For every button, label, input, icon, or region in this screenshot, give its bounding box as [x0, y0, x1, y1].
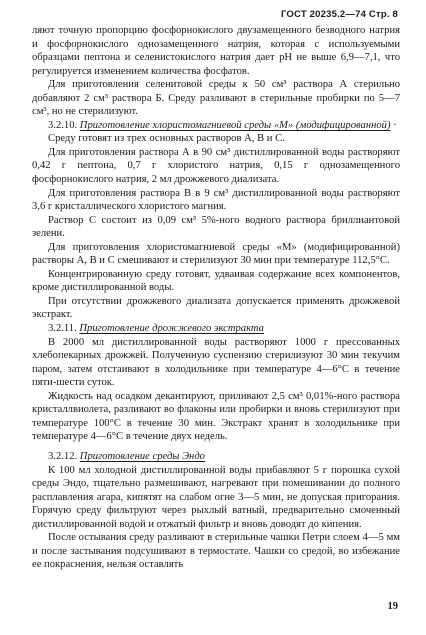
paragraph-4: Среду готовят из трех основных растворов А, В и С. [48, 133, 285, 145]
section-heading-3-2-11 [32, 322, 400, 336]
paragraph-16: После остывания среду разливают в стерильные чашки Петри слоем 4—5 мм и после застывания подсушивают в термостате. Чашки со средой, во избежание ее покраснения, нельзя оставлять [32, 532, 400, 571]
page-number: 19 [387, 601, 398, 612]
section-title: Приготовление дрожжевого экстракта [79, 323, 264, 335]
paragraph-2: Для приготовления селенитовой среды к 50 см³ раствора А стерильно добавляют 2 см³ раствора Б. Среду разливают в стерильные пробирки по 5—7 см³, но не стерилизуют. [32, 79, 400, 118]
section-number: 3.2.12. [48, 450, 78, 462]
paragraph-8: Для приготовления хлористомагниевой среды «М» (модифицированной) растворы А, В и С смешивают и стерилизуют 30 мин при температуре 112,5°С. [32, 241, 400, 267]
page-header: ГОСТ 20235.2—74 Стр. 8 [280, 9, 398, 20]
document-body [32, 24, 400, 572]
paragraph-15: К 100 мл холодной дистиллированной воды прибавляют 5 г порошка сухой среды Эндо, тщательно размешивают, нагревают при помешивании до полного расплавления агара, кипятят на слабом огне 3—5 мин, не допуская пригорания. Горячую среду фильтруют через рыхлый ватный, предварительно смоченный дистиллированной водой и отжатый фильтр и вновь доводят до кипения. [32, 464, 400, 530]
paragraph-13: Жидкость над осадком декантируют, приливают 2,5 см³ 0,01%-ного раствора кристаллвиолета, разливают во флаконы или пробирки и вновь стерилизуют при температуре 100°С в течение 30 мин. Экстракт хранят в холодильнике при температуре 4—6°С в течение двух недель. [32, 390, 400, 443]
paragraph-7: Раствор С состоит из 0,09 см³ 5%-ного водного раствора бриллиантовой зелени. [32, 214, 400, 240]
section-tail: · [390, 119, 397, 131]
paragraph-1: ляют точную пропорцию фосфорнокислого двузамещенного безводного натрия и фосфорнокислого однозамещенного натрия, которая с используемыми образцами пептона и селенистокислого натрия дает pH не выше 6,9—7,1, что регулируется изменением количества фосфатов. [32, 25, 400, 77]
paragraph-12: В 2000 мл дистиллированной воды растворяют 1000 г прессованных хлебопекарных дрожжей. Полученную суспензию стерилизуют 30 мин текучим паром, затем отстаивают в холодильнике при температуре 4—6°С в течение пяти-шести суток. [32, 336, 400, 389]
paragraph-6: Для приготовления раствора В в 9 см³ дистиллированной воды растворяют 3,6 г кристаллического хлористого магния. [32, 187, 400, 213]
section-heading-3-2-10 [32, 119, 400, 133]
paragraph-5: Для приготовления раствора А в 90 см³ дистиллированной воды растворяют 0,42 г пептона, 0,7 г хлористого натрия, 0,15 г однозамещенного фосфорнокислого натрия, 2 мл дрожжевого диализата. [32, 146, 400, 186]
section-number: 3.2.11. [48, 323, 77, 335]
section-title: Приготовление среды Эндо [79, 450, 205, 462]
paragraph-9: Концентрированную среду готовят, удваивая содержание всех компонентов, кроме дистиллированной воды. [32, 268, 400, 294]
section-number: 3.2.10. [48, 119, 78, 131]
section-title: Приготовление хлористомагниевой среды «М» (модифицированной) [79, 119, 391, 131]
section-heading-3-2-12 [32, 450, 400, 464]
paragraph-10: При отсутствии дрожжевого диализата допускается применять дрожжевой экстракт. [32, 295, 400, 321]
